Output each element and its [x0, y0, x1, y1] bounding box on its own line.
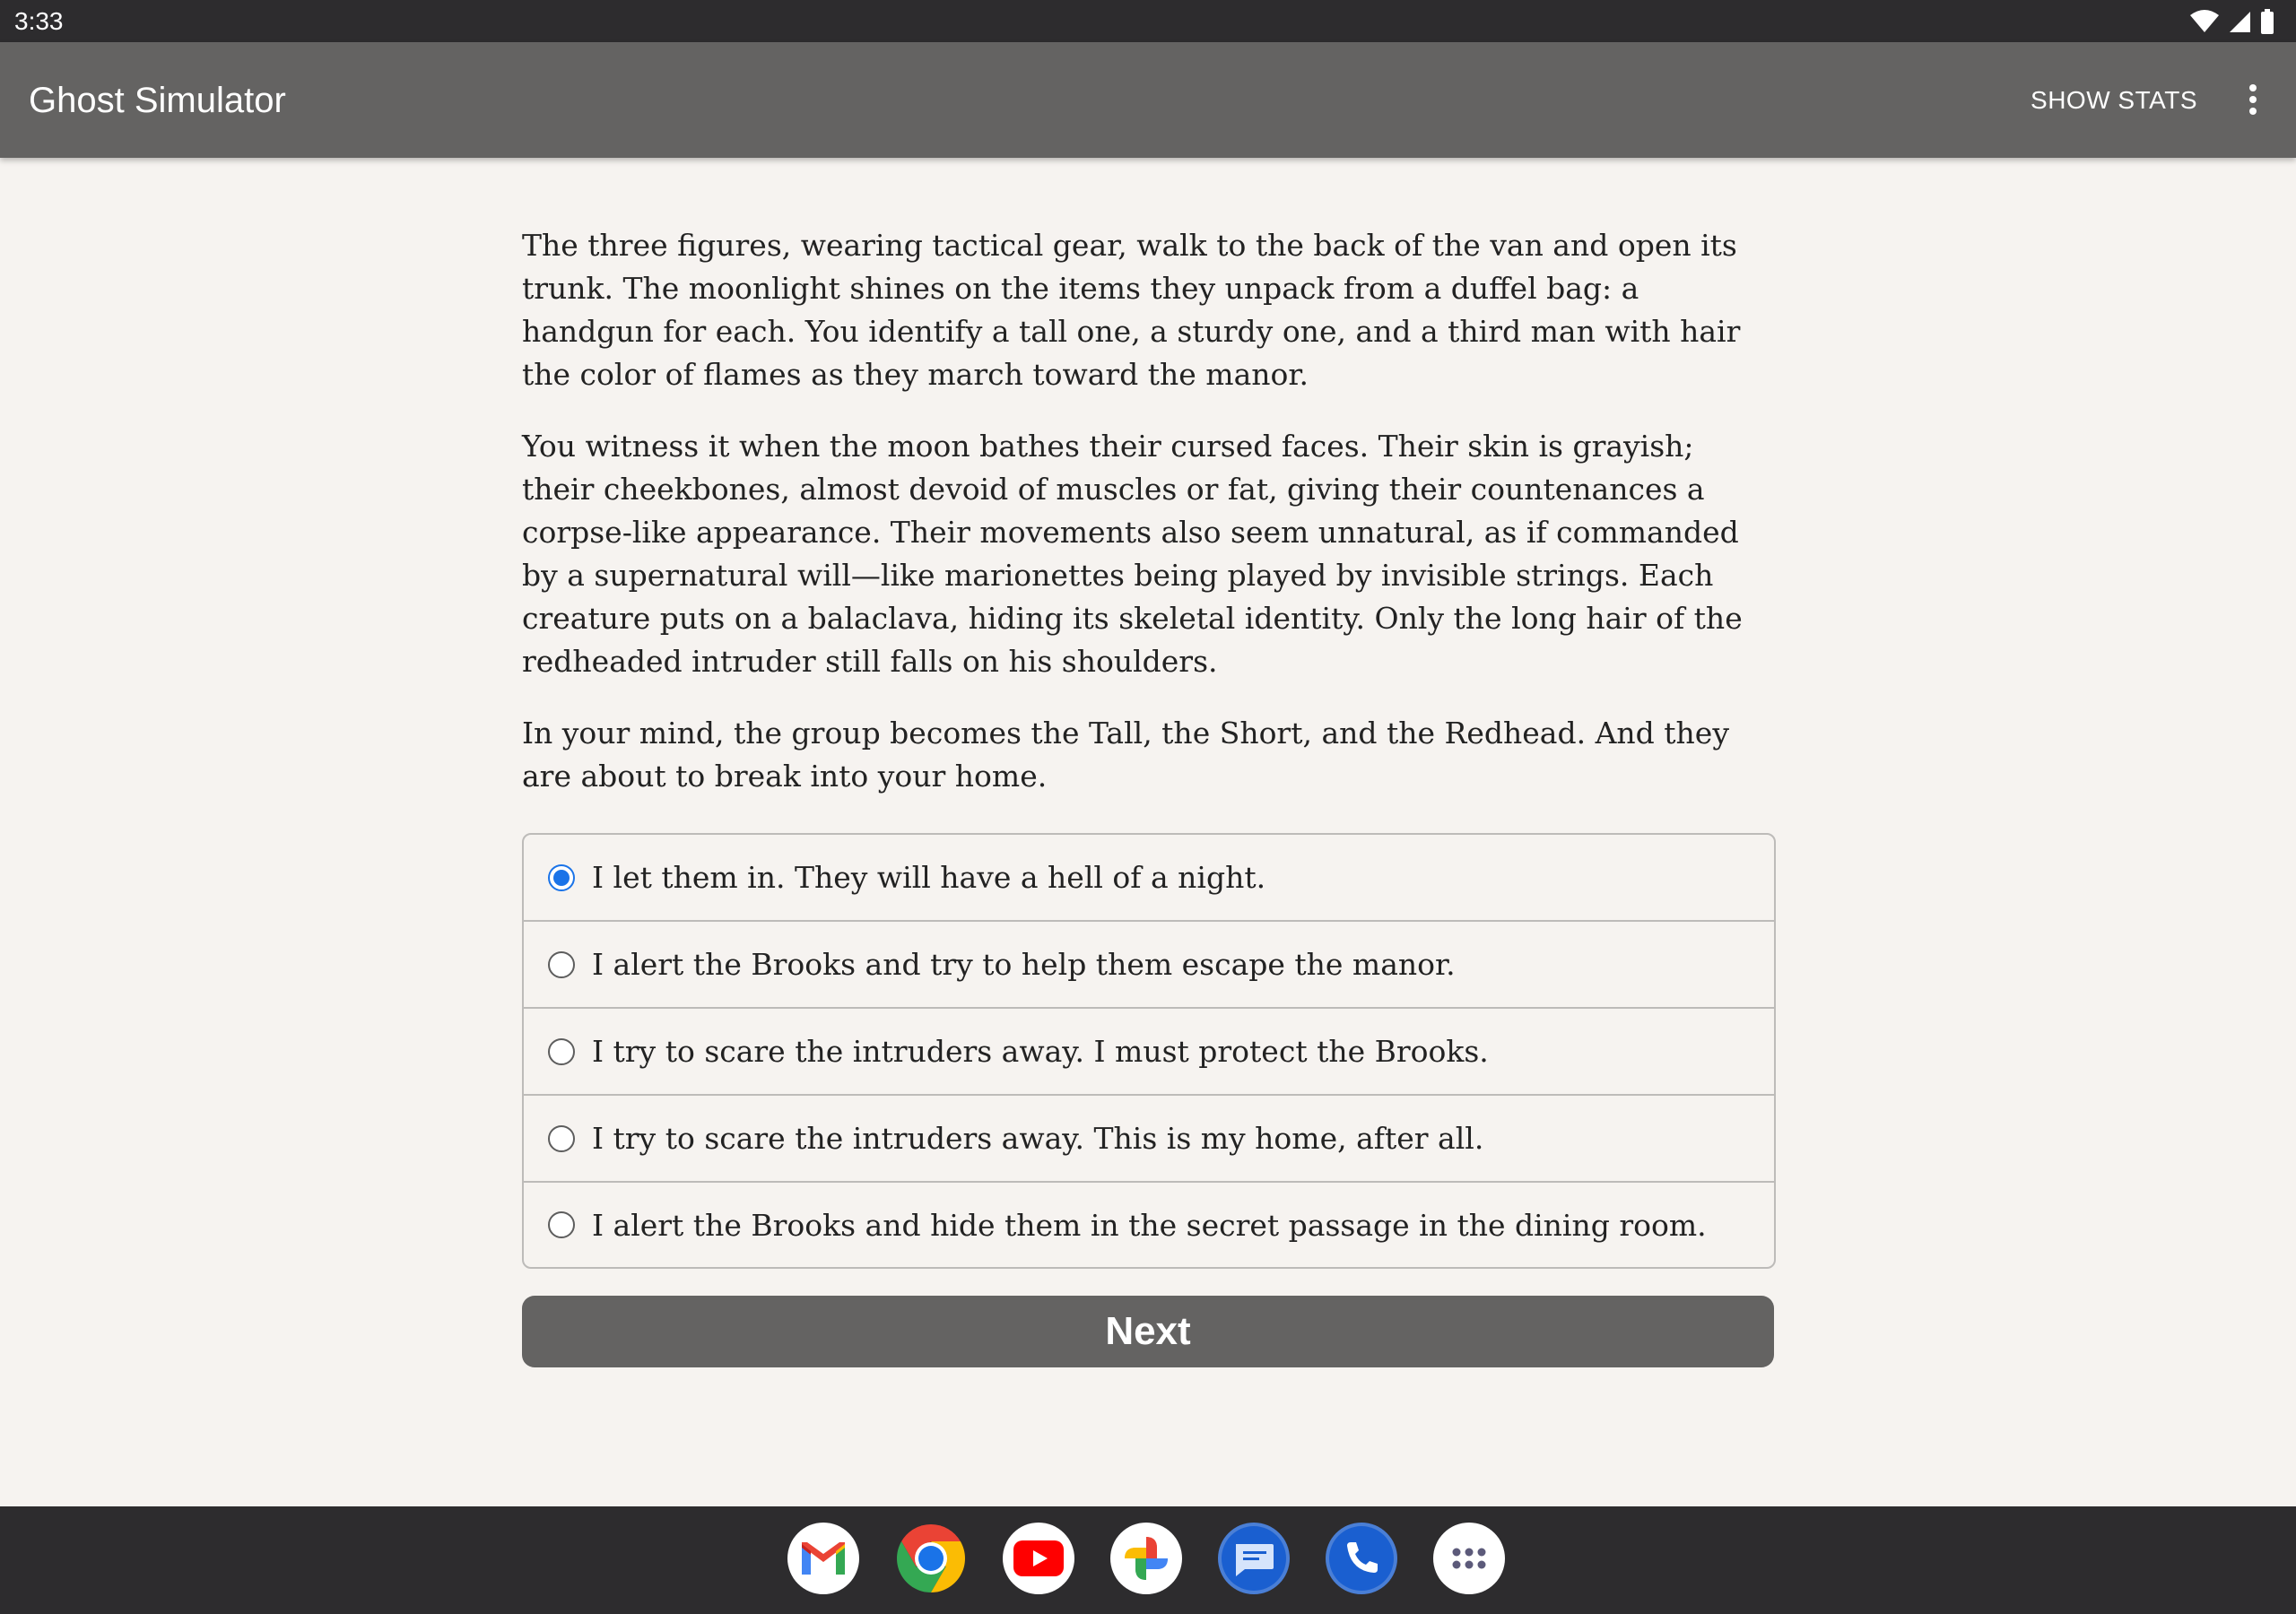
app-drawer-icon — [1451, 1546, 1487, 1571]
choice-label: I alert the Brooks and try to help them escape the manor. — [592, 947, 1456, 982]
youtube-app[interactable] — [1003, 1523, 1074, 1594]
next-button[interactable]: Next — [522, 1296, 1774, 1367]
signal-icon — [2228, 10, 2251, 33]
wifi-icon — [2190, 10, 2219, 33]
app-dock — [0, 1506, 2296, 1614]
choice-option-3[interactable] — [524, 1009, 1774, 1096]
radio-button[interactable] — [548, 951, 575, 978]
photos-app[interactable] — [1110, 1523, 1182, 1594]
app-title: Ghost Simulator — [29, 81, 286, 120]
phone-app[interactable] — [1326, 1523, 1397, 1594]
choice-list — [522, 833, 1776, 1269]
choice-option-4[interactable] — [524, 1096, 1774, 1183]
overflow-menu-button[interactable] — [2231, 78, 2274, 121]
status-time: 3:33 — [14, 7, 64, 35]
battery-icon — [2260, 9, 2274, 34]
app-drawer-button[interactable] — [1433, 1523, 1505, 1594]
gmail-icon — [800, 1540, 847, 1576]
more-vert-icon — [2248, 83, 2258, 116]
status-bar — [0, 0, 2296, 42]
radio-button[interactable] — [548, 1211, 575, 1238]
choice-option-2[interactable] — [524, 922, 1774, 1009]
choice-label: I try to scare the intruders away. I must protect the Brooks. — [592, 1034, 1489, 1069]
photos-icon — [1121, 1533, 1171, 1584]
app-bar — [0, 42, 2296, 158]
choice-label: I let them in. They will have a hell of a night. — [592, 860, 1266, 895]
messages-icon — [1218, 1523, 1290, 1594]
chrome-app[interactable] — [895, 1523, 967, 1594]
radio-button-selected[interactable] — [548, 864, 575, 891]
story-paragraph: The three figures, wearing tactical gear, walk to the back of the van and open its trunk. The moonlight shines on the items they unpack from a duffel bag: a handgun for each. You identify a tall one, a sturdy one, and a third man with hair the color of flames as they march toward the manor. — [522, 228, 1741, 392]
status-icons — [2190, 9, 2274, 34]
story-paragraph: You witness it when the moon bathes their cursed faces. Their skin is grayish; their cheekbones, almost devoid of muscles or fat, giving their countenances a corpse-like appearance. Their movements also seem unnatural, as if commanded by a supernatural will—like marionettes being played by invisible strings. Each creature puts on a balaclava, hiding its skeletal identity. Only the long hair of the redheaded intruder still falls on his shoulders. — [522, 429, 1743, 679]
radio-button[interactable] — [548, 1125, 575, 1152]
choice-label: I alert the Brooks and hide them in the secret passage in the dining room. — [592, 1207, 1707, 1243]
chrome-icon — [895, 1523, 967, 1594]
choice-option-5[interactable] — [524, 1183, 1774, 1267]
story-paragraph: In your mind, the group becomes the Tall, the Short, and the Redhead. And they are about to break into your home. — [522, 716, 1729, 794]
show-stats-button[interactable]: SHOW STATS — [2031, 86, 2197, 114]
choice-label: I try to scare the intruders away. This is my home, after all. — [592, 1121, 1484, 1156]
story-text — [522, 224, 1774, 827]
phone-icon — [1326, 1523, 1397, 1594]
messages-app[interactable] — [1218, 1523, 1290, 1594]
youtube-icon — [1013, 1540, 1064, 1576]
gmail-app[interactable] — [787, 1523, 859, 1594]
choice-option-1[interactable] — [524, 835, 1774, 922]
radio-button[interactable] — [548, 1038, 575, 1065]
